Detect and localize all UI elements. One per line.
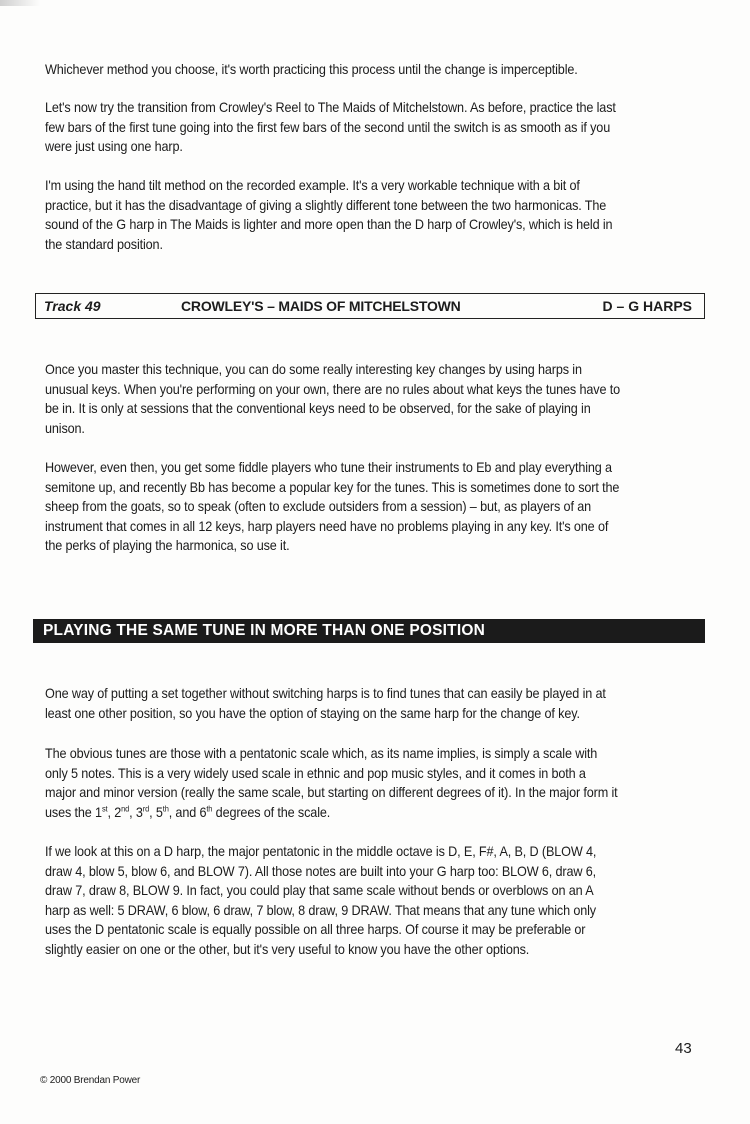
text-line: be in. It is only at sessions that the conventional keys need to be observed, for the sake of playing in [45,401,591,417]
text-fragment: uses the 1 [45,804,102,820]
text-line: draw 7, draw 8, BLOW 9. In fact, you could play that same scale without bends or overblows on an A [45,883,594,899]
copyright-notice: © 2000 Brendan Power [40,1075,141,1086]
track-box [35,293,705,319]
text-line: unison. [45,420,85,436]
text-fragment: , and 6 [168,804,207,820]
text-line: uses the D pentatonic scale is equally possible on all three harps. Of course it may be preferable or [45,922,586,938]
text-line: Once you master this technique, you can do some really interesting key changes by using harps in [45,362,582,377]
paragraph-method [45,60,696,80]
text-line: instrument that comes in all 12 keys, harp players need have no problems playing in any key. It's one of [45,518,609,534]
text-line: the standard position. [45,236,163,252]
track-number: Track 49 [44,298,101,314]
text-line: Let's now try the transition from Crowley's Reel to The Maids of Mitchelstown. As before, practice the last [45,100,616,115]
page-corner-shadow [0,0,40,6]
paragraph-pentatonic [45,744,696,822]
paragraph-hand-tilt [45,176,696,254]
text-line: One way of putting a set together without switching harps is to find tunes that can easily be played in at [45,686,606,701]
superscript: rd [142,804,150,814]
track-title: CROWLEY'S – MAIDS OF MITCHELSTOWN [181,298,461,314]
text-line: only 5 notes. This is a very widely used scale in ethnic and pop music styles, and it comes in both a [45,765,586,781]
text-line: least one other position, so you have the option of staying on the same harp for the change of key. [45,705,580,721]
paragraph-fiddle-players [45,458,696,556]
text-line: major and minor version (really the same scale, but starting on different degrees of it). In the major form it [45,785,618,801]
superscript: nd [121,804,130,814]
superscript: th [206,804,213,814]
paragraph-d-harp [45,842,696,960]
track-harps: D – G HARPS [602,298,692,314]
text-line: However, even then, you get some fiddle players who tune their instruments to Eb and play everything a [45,460,612,475]
text-fragment: , 5 [149,804,163,820]
text-fragment: , 2 [107,804,122,820]
text-line: slightly easier on one or the other, but it's very useful to know you have the other options. [45,941,530,957]
text-line: Whichever method you choose, it's worth practicing this process until the change is imperceptible. [45,62,578,77]
paragraph-set-together [45,684,696,723]
text-line: sound of the G harp in The Maids is lighter and more open than the D harp of Crowley's, which is held in [45,217,613,233]
text-fragment: , 3 [129,804,143,820]
superscript: st [101,804,108,814]
text-line: semitone up, and recently Bb has become a popular key for the tunes. This is sometimes done to sort the [45,479,620,495]
text-line: If we look at this on a D harp, the major pentatonic in the middle octave is D, E, F#, A, B, D (BLOW 4, [45,844,597,859]
text-line: few bars of the first tune going into the first few bars of the second until the switch is as smooth as if you [45,119,611,135]
text-line: the perks of playing the harmonica, so use it. [45,538,290,554]
text-line: draw 4, blow 5, blow 6, and BLOW 7). All those notes are built into your G harp too: BLOW 6, draw 6, [45,863,597,879]
text-line: practice, but it has the disadvantage of giving a slightly different tone between the two harmonicas. The [45,197,607,213]
text-fragment: degrees of the scale. [212,804,331,820]
text-line: were just using one harp. [45,139,183,155]
text-line [45,803,696,823]
section-heading: PLAYING THE SAME TUNE IN MORE THAN ONE POSITION [33,619,705,643]
text-line: sheep from the goats, so to speak (often to exclude outsiders from a session) – but, as players of an [45,499,591,515]
text-line: I'm using the hand tilt method on the recorded example. It's a very workable technique with a bit of [45,178,580,193]
page-number: 43 [675,1040,692,1057]
text-line: unusual keys. When you're performing on your own, there are no rules about what keys the tunes have to [45,381,620,397]
paragraph-key-changes [45,360,696,438]
text-line: The obvious tunes are those with a pentatonic scale which, as its name implies, is simply a scale with [45,746,598,761]
text-line: harp as well: 5 DRAW, 6 blow, 6 draw, 7 blow, 8 draw, 9 DRAW. That means that any tune which only [45,902,596,918]
superscript: th [162,804,169,814]
paragraph-transition [45,98,696,157]
